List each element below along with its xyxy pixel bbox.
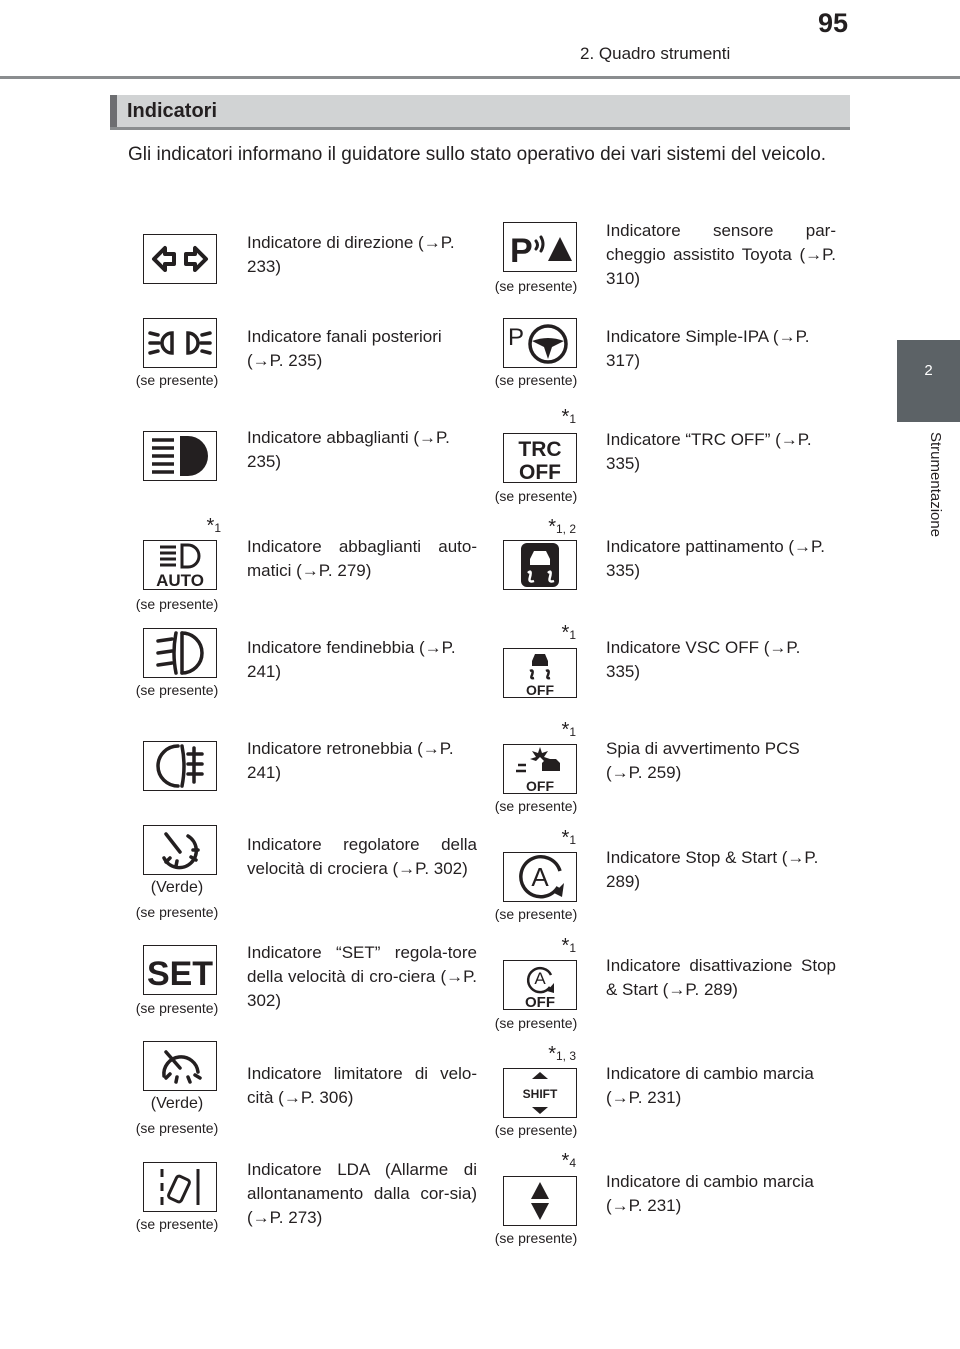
entry-description: Indicatore abbaglianti (→P. 235) <box>247 428 450 471</box>
availability-note: (se presente) <box>135 682 219 698</box>
entry-description: Indicatore VSC OFF (→P. 335) <box>606 638 801 681</box>
icon-label: P <box>508 324 525 351</box>
availability-note: (se presente) <box>135 1216 219 1232</box>
icon-label-2: OFF <box>525 994 555 1009</box>
shift-indicator-icon <box>503 1068 577 1118</box>
footnote-marker: *1 <box>561 406 576 428</box>
entry-description: Indicatore limitatore di velo-cità (→P. 306) <box>247 1064 477 1107</box>
entry-description: Indicatore di cambio marcia (→P. 231) <box>606 1064 814 1107</box>
tail-lights-icon <box>143 318 217 368</box>
slip-indicator-icon <box>503 540 577 590</box>
simple-ipa-icon <box>503 318 577 368</box>
icon-label: P <box>510 232 533 270</box>
availability-note: (se presente) <box>494 1015 578 1031</box>
chapter-tab <box>897 340 960 422</box>
entry-description: Indicatore fanali posteriori (→P. 235) <box>247 327 442 370</box>
entry-description: Indicatore di cambio marcia (→P. 231) <box>606 1172 814 1215</box>
section-heading-rule <box>110 127 850 130</box>
availability-note: (se presente) <box>494 372 578 388</box>
availability-note: (se presente) <box>135 596 219 612</box>
icon-label-2: OFF <box>519 461 561 482</box>
entry-description: Indicatore di direzione (→P. 233) <box>247 233 455 276</box>
footnote-marker: *1 <box>561 827 576 849</box>
entry-description: Indicatore fendinebbia (→P. 241) <box>247 638 456 681</box>
entry-description: Indicatore sensore par-cheggio assistito Toyota (→P. 310) <box>606 221 836 288</box>
entry-description: Spia di avvertimento PCS (→P. 259) <box>606 739 800 782</box>
availability-note: (se presente) <box>494 278 578 294</box>
footnote-marker: *1 <box>561 622 576 644</box>
rear-fog-light-icon <box>143 741 217 791</box>
icon-label: SET <box>146 955 214 993</box>
availability-note: (se presente) <box>135 1000 219 1016</box>
icon-label: TRC <box>518 438 562 461</box>
stop-start-off-icon <box>503 960 577 1010</box>
chapter-tab-label: Strumentazione <box>927 432 944 538</box>
availability-note: (se presente) <box>494 1230 578 1246</box>
entry-description: Indicatore pattinamento (→P. 335) <box>606 537 825 580</box>
availability-note: (se presente) <box>494 1122 578 1138</box>
chapter-tab-number: 2 <box>924 362 933 379</box>
availability-note: (se presente) <box>494 488 578 504</box>
icon-label: AUTO <box>156 571 204 589</box>
running-header-section: 2. Quadro strumenti <box>580 44 731 63</box>
cruise-control-icon <box>143 825 217 875</box>
color-note: (Verde) <box>150 1095 204 1112</box>
entry-description: Indicatore disattivazione Stop & Start (→P. 289) <box>606 956 836 999</box>
trc-off-icon <box>503 433 577 483</box>
vsc-off-icon <box>503 648 577 698</box>
entry-description: Indicatore Simple-IPA (→P. 317) <box>606 327 810 370</box>
availability-note: (se presente) <box>494 798 578 814</box>
header-rule <box>0 76 960 79</box>
icon-label: A <box>534 969 546 988</box>
footnote-marker: *1, 3 <box>548 1043 576 1065</box>
speed-limiter-icon <box>143 1041 217 1091</box>
section-heading-bar <box>110 95 850 127</box>
icon-label: SHIFT <box>522 1087 558 1101</box>
entry-description: Indicatore abbaglianti auto-matici (→P. 279) <box>247 537 477 580</box>
stop-start-icon <box>503 852 577 902</box>
footnote-marker: *1 <box>561 935 576 957</box>
availability-note: (se presente) <box>494 906 578 922</box>
availability-note: (se presente) <box>135 904 219 920</box>
availability-note: (se presente) <box>135 372 219 388</box>
entry-description: Indicatore retronebbia (→P. 241) <box>247 739 454 782</box>
front-fog-light-icon <box>143 628 217 678</box>
entry-description: Indicatore LDA (Allarme di allontanamento dalla cor-sia) (→P. 273) <box>247 1160 477 1227</box>
footnote-marker: *4 <box>561 1150 576 1172</box>
section-intro: Gli indicatori informano il guidatore sullo stato operativo dei vari sistemi del veicolo. <box>128 144 827 165</box>
section-title: Indicatori <box>127 100 218 122</box>
auto-high-beam-icon <box>143 540 217 590</box>
entry-description: Indicatore “TRC OFF” (→P. 335) <box>606 430 812 473</box>
entry-description: Indicatore regolatore della velocità di crociera (→P. 302) <box>247 835 477 878</box>
turn-signal-arrows-icon <box>143 234 217 284</box>
high-beam-icon <box>143 431 217 481</box>
section-heading-accent <box>110 95 117 127</box>
lane-departure-alert-icon <box>143 1162 217 1212</box>
footnote-marker: *1 <box>206 515 221 537</box>
shift-arrows-icon <box>503 1176 577 1226</box>
icon-label: A <box>531 862 549 892</box>
icon-label: OFF <box>526 778 554 793</box>
pcs-warning-icon <box>503 744 577 794</box>
cruise-set-icon <box>143 945 217 995</box>
footnote-marker: *1, 2 <box>548 516 576 538</box>
entry-description: Indicatore “SET” regola-tore della velocità di cro-ciera (→P. 302) <box>247 943 477 1010</box>
entry-description: Indicatore Stop & Start (→P. 289) <box>606 848 819 891</box>
icon-label: OFF <box>526 682 554 697</box>
footnote-marker: *1 <box>561 719 576 741</box>
availability-note: (se presente) <box>135 1120 219 1136</box>
color-note: (Verde) <box>150 879 204 896</box>
parking-sensor-icon <box>503 222 577 272</box>
page-number: 95 <box>818 8 849 38</box>
